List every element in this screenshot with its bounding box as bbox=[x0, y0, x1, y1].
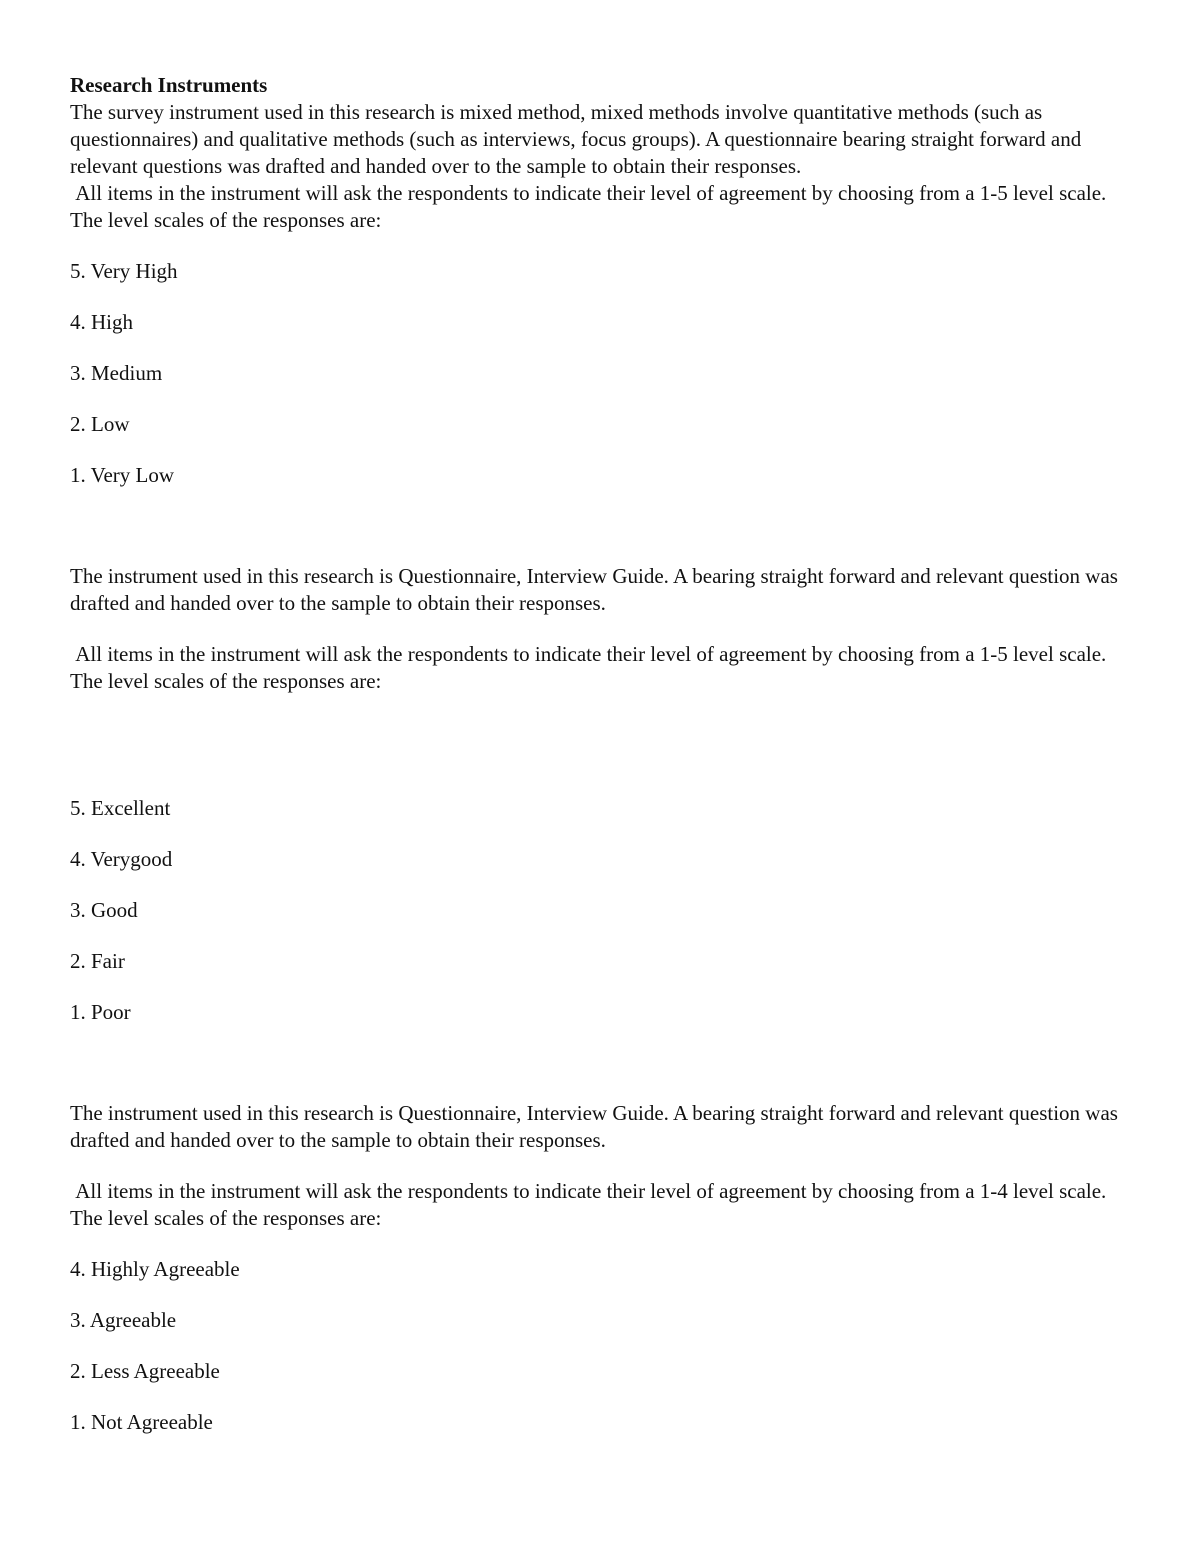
section-heading: Research Instruments bbox=[70, 73, 268, 97]
scale2-item: 2. Fair bbox=[70, 949, 125, 973]
section3-scale-paragraph: All items in the instrument will ask the respondents to indicate their level of agreement by choosing from a 1-4 level scale. The level scales of the responses are: bbox=[70, 1179, 1112, 1230]
scale3-item: 1. Not Agreeable bbox=[70, 1410, 213, 1434]
scale1-item: 2. Low bbox=[70, 412, 130, 436]
scale2-item: 5. Excellent bbox=[70, 796, 171, 820]
scale2-item: 4. Verygood bbox=[70, 847, 173, 871]
scale2-item: 3. Good bbox=[70, 898, 138, 922]
scale1-item: 4. High bbox=[70, 310, 133, 334]
scale1-item: 1. Very Low bbox=[70, 463, 175, 487]
scale2-item: 1. Poor bbox=[70, 1000, 131, 1024]
intro-scale-paragraph: All items in the instrument will ask the respondents to indicate their level of agreement by choosing from a 1-5 level scale. The level scales of the responses are: bbox=[70, 181, 1112, 232]
intro-paragraph: The survey instrument used in this research is mixed method, mixed methods involve quantitative methods (such as questionnaires) and qualitative methods (such as interviews, focus groups). A questionnaire bearing straight forward and relevant questions was drafted and handed over to the sample to obtain their responses. bbox=[70, 100, 1082, 178]
scale3-item: 2. Less Agreeable bbox=[70, 1359, 220, 1383]
scale3-item: 3. Agreeable bbox=[70, 1308, 177, 1332]
section2-scale-paragraph: All items in the instrument will ask the respondents to indicate their level of agreement by choosing from a 1-5 level scale. The level scales of the responses are: bbox=[70, 642, 1112, 693]
scale1-item: 3. Medium bbox=[70, 361, 163, 385]
document-page bbox=[70, 72, 1130, 1436]
section2-paragraph: The instrument used in this research is Questionnaire, Interview Guide. A bearing straight forward and relevant question was drafted and handed over to the sample to obtain their responses. bbox=[70, 564, 1118, 615]
scale1-item: 5. Very High bbox=[70, 259, 178, 283]
section3-paragraph: The instrument used in this research is Questionnaire, Interview Guide. A bearing straight forward and relevant question was drafted and handed over to the sample to obtain their responses. bbox=[70, 1101, 1118, 1152]
scale3-item: 4. Highly Agreeable bbox=[70, 1257, 240, 1281]
